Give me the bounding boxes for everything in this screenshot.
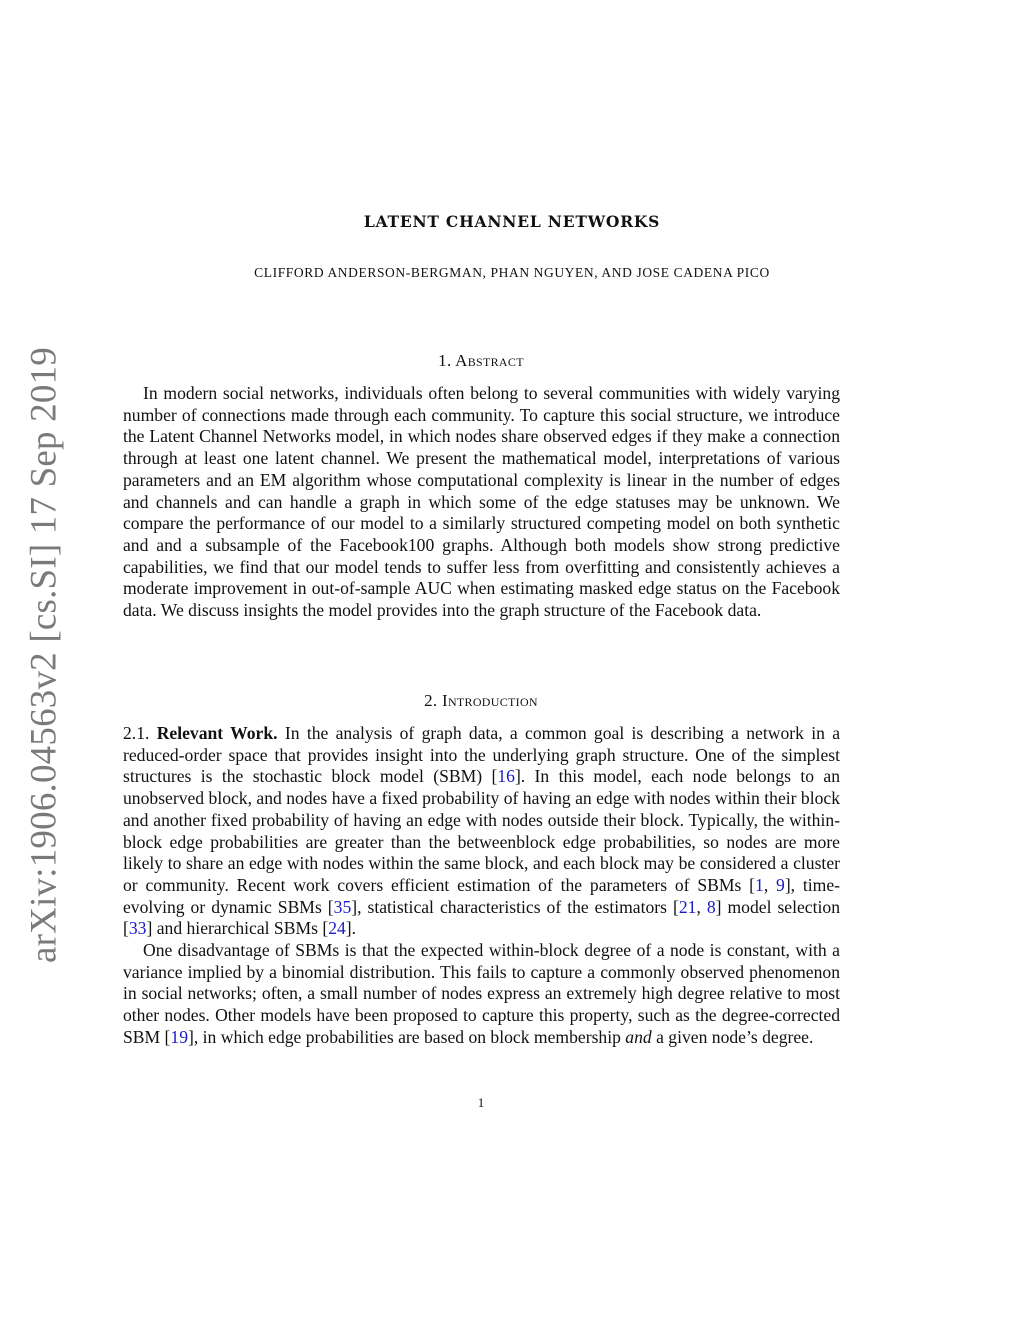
text-run: , [696,896,707,917]
citation-link-35[interactable]: 35 [333,896,352,917]
introduction-heading: 2. Introduction [424,691,538,710]
paper-title: LATENT CHANNEL NETWORKS [363,212,661,231]
emphasis-and: and [625,1026,652,1047]
arxiv-identifier-stamp: arXiv:1906.04563v2 [cs.SI] 17 Sep 2019 [23,347,65,963]
citation-link-16[interactable]: 16 [497,766,515,787]
text-run: , [763,874,777,895]
text-run: ], statistical characteristics of the estimators [ [351,896,679,917]
citation-link-33[interactable]: 33 [128,918,147,939]
text-run: ]. In this model, each node belongs to an unobserved block, and nodes have a fixed probability of having an edge with nodes within their block and another fixed probability of having an edge with nodes outside their block. Typically, the within-block edge probabilities are greater than the betweenblock edge probabilities, so nodes are more likely to share an edge with nodes within the same block, and each block may be considered a cluster or community. Recent work covers efficient estimation of the parameters of SBMs [ [123,766,840,895]
citation-link-1[interactable]: 1 [755,874,764,895]
citation-link-8[interactable]: 8 [706,896,716,917]
citation-link-19[interactable]: 19 [170,1026,189,1047]
abstract-paragraph: In modern social networks, individuals often belong to several communities with widely varying number of connections made through each community. To capture this social structure, we introduce the Latent Channel Networks model, in which nodes share observed edges if they make a connection through at least one latent channel. We present the mathematical model, interpretations of various parameters and an EM algorithm whose computational complexity is linear in the number of edges and channels and can handle a graph in which some of the edge statuses may be unknown. We compare the performance of our model to a similarly structured competing model on both synthetic and and a subsample of the Facebook100 graphs. Although both models show strong predictive capabilities, we find that our model tends to suffer less from overfitting and consistently achieves a moderate improvement in out-of-sample AUC when estimating masked edge status on the Facebook data. We discuss insights the model provides into the graph structure of the Facebook data. [123,383,840,621]
abstract-heading: 1. Abstract [438,351,524,370]
text-run: ] model selection [ [123,896,840,939]
relevant-work-paragraph [123,723,840,940]
paper-authors: CLIFFORD ANDERSON-BERGMAN, PHAN NGUYEN, AND JOSE CADENA PICO [254,265,770,280]
citation-link-9[interactable]: 9 [776,874,785,895]
page-number: 1 [477,1095,485,1110]
text-run: ], in which edge probabilities are based on block membership [188,1026,626,1047]
text-run: a given node’s degree. [651,1026,814,1047]
text-run: ]. [345,918,357,939]
subsection-number: 2.1. [123,723,150,743]
citation-link-24[interactable]: 24 [328,918,346,939]
citation-link-21[interactable]: 21 [678,896,697,917]
sbm-disadvantage-paragraph [123,940,840,1049]
text-run: One disadvantage of SBMs is that the expected within-block degree of a node is constant, with a variance implied by a binomial distribution. This fails to capture a commonly observed phenomenon in social networks; often, a small number of nodes express an extremely high degree relative to most other nodes. Other models have been proposed to capture this property, such as the degree-corrected SBM [ [123,940,840,1047]
subsection-heading: Relevant Work. [156,723,278,743]
text-run: ] and hierarchical SBMs [ [146,918,329,939]
introduction-body [123,723,840,1049]
text-run: ], time-evolving or dynamic SBMs [ [123,874,840,917]
abstract-body [123,383,840,622]
text-run: In the analysis of graph data, a common goal is describing a network in a reduced-order space that provides insight into the underlying graph structure. One of the simplest structures is the stochastic block model (SBM) [ [123,723,840,787]
